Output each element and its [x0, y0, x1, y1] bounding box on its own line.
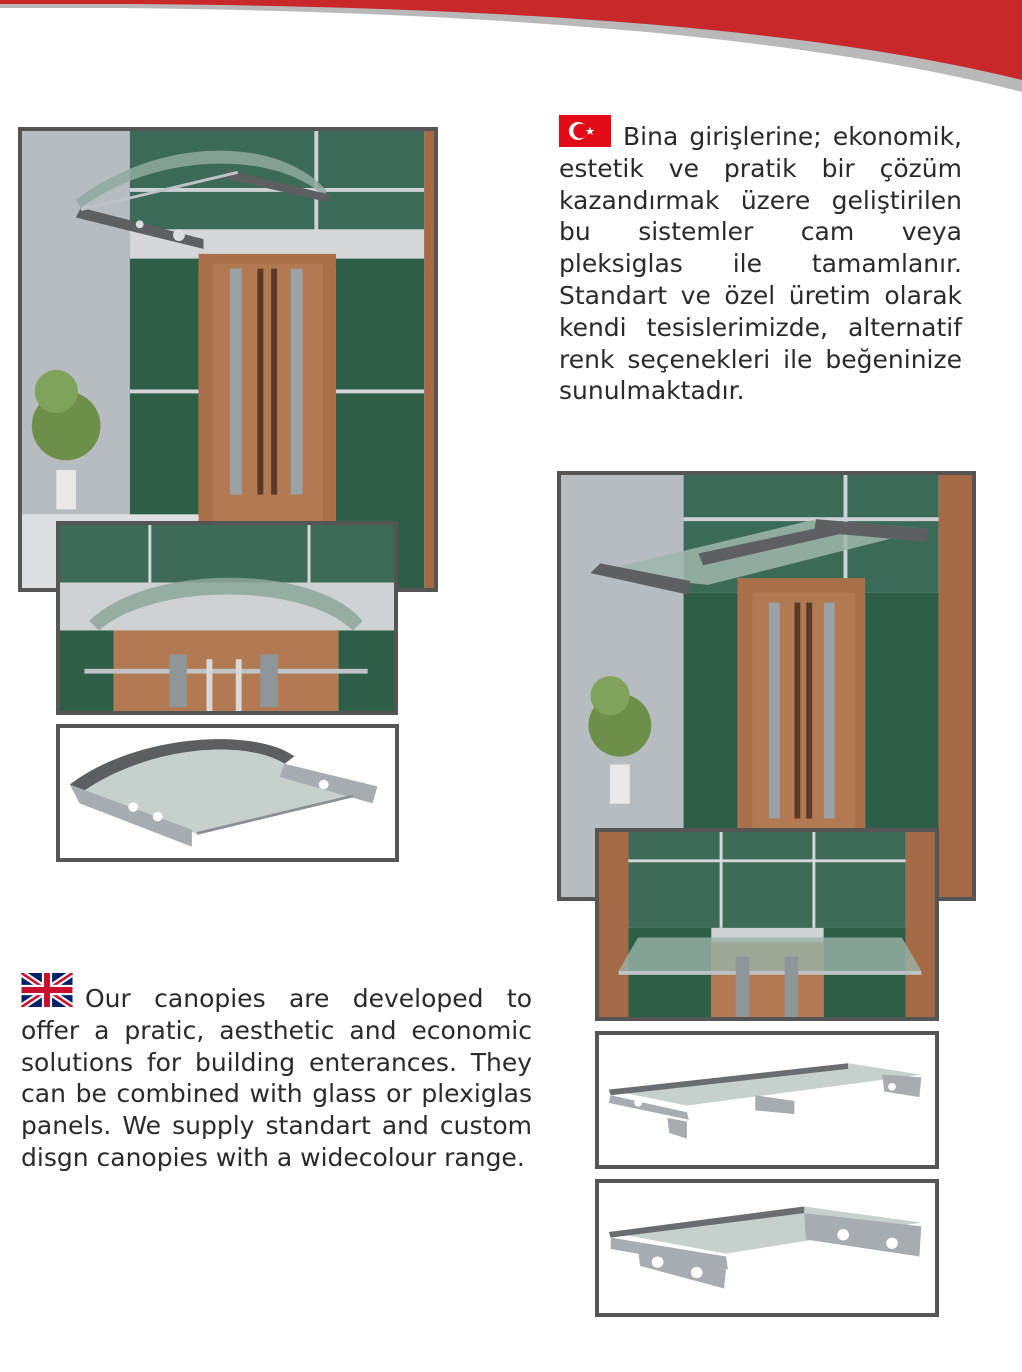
english-description-text: Our canopies are developed to offer a pratic, aesthetic and economic solutions for building enterances. They can be combined with glass or plexiglas panels. We supply standart and custom disgn canopies with a widecolour range.	[21, 984, 532, 1172]
canopy-closeup-curved-glass	[56, 521, 398, 715]
canopy-product-curved	[56, 724, 399, 862]
turkey-flag-icon	[559, 115, 611, 147]
turkish-description-text: Bina girişlerine; ekonomik, estetik ve pratik bir çözüm kazandırmak üzere geliştirilen bu sistemler cam veya pleksiglas ile tamamlanır. Standart ve özel üretim olarak kendi tesislerimizde, alternatif renk seçenekleri ile beğeninize sunulmaktadır.	[559, 122, 962, 406]
canopy-product-flat-long	[595, 1031, 939, 1169]
top-banner-swoosh	[0, 0, 1022, 100]
canopy-closeup-flat-glass	[595, 828, 939, 1021]
uk-flag-icon	[21, 973, 73, 1007]
turkish-description	[559, 121, 962, 407]
canopy-product-flat-short	[595, 1179, 939, 1317]
english-description	[21, 983, 532, 1174]
